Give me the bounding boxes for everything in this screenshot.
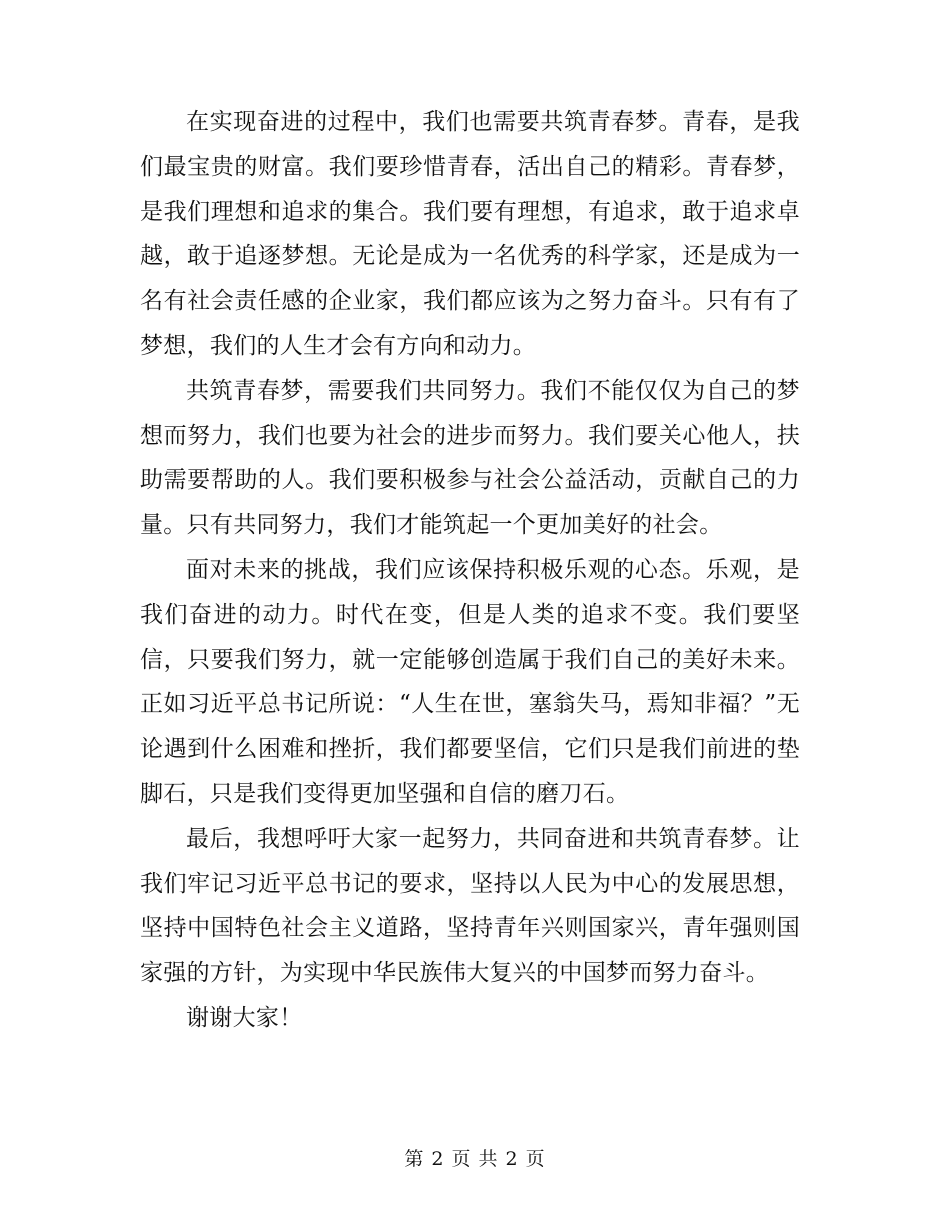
body-text [140,100,800,1041]
paragraph: 在实现奋进的过程中，我们也需要共筑青春梦。青春，是我们最宝贵的财富。我们要珍惜青春，活出自己的精彩。青春梦，是我们理想和追求的集合。我们要有理想，有追求，敢于追求卓越，敢于追逐梦想。无论是成为一名优秀的科学家，还是成为一名有社会责任感的企业家，我们都应该为之努力奋斗。只有有了梦想，我们的人生才会有方向和动力。 [140,109,800,359]
paragraph: 面对未来的挑战，我们应该保持积极乐观的心态。乐观，是我们奋进的动力。时代在变，但是人类的追求不变。我们要坚信，只要我们努力，就一定能够创造属于我们自己的美好未来。正如习近平总书记所说：“人生在世，塞翁失马，焉知非福？”无论遇到什么困难和挫折，我们都要坚信，它们只是我们前进的垫脚石，只是我们变得更加坚强和自信的磨刀石。 [140,556,800,807]
paragraph: 共筑青春梦，需要我们共同努力。我们不能仅仅为自己的梦想而努力，我们也要为社会的进步而努力。我们要关心他人，扶助需要帮助的人。我们要积极参与社会公益活动，贡献自己的力量。只有共同努力，我们才能筑起一个更加美好的社会。 [140,377,800,539]
page-number-footer: 第 2 页 共 2 页 [404,1148,546,1170]
paragraph: 最后，我想呼吁大家一起努力，共同奋进和共筑青春梦。让我们牢记习近平总书记的要求，坚持以人民为中心的发展思想，坚持中国特色社会主义道路，坚持青年兴则国家兴，青年强则国家强的方针，为实现中华民族伟大复兴的中国梦而努力奋斗。 [140,825,800,987]
closing-line: 谢谢大家！ [186,1004,303,1031]
